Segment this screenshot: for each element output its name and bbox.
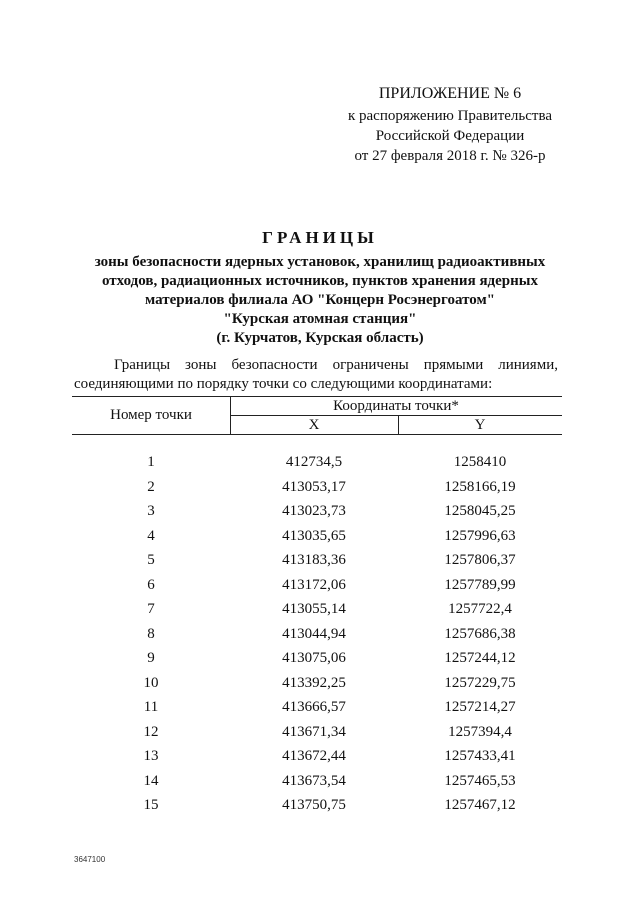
point-number: 14 (143, 772, 159, 789)
x-coordinate: 413075,06 (282, 650, 346, 666)
footer-document-code: 3647100 (74, 855, 106, 864)
appendix-reference (330, 84, 570, 166)
header-x: X (308, 417, 320, 433)
table-row (72, 695, 562, 720)
table-row (72, 499, 562, 524)
coordinates-table-header (72, 396, 562, 436)
point-number: 4 (147, 527, 155, 544)
subtitle-line-5: (г. Курчатов, Курская область) (216, 330, 424, 346)
x-coordinate: 413666,57 (282, 699, 346, 715)
intro-word: прямыми (423, 357, 484, 373)
point-number: 11 (143, 699, 159, 715)
x-coordinate: 413750,75 (282, 797, 346, 813)
table-row (72, 573, 562, 598)
intro-word: безопасности (231, 357, 318, 373)
y-coordinate: 1257722,4 (448, 601, 512, 617)
intro-word: линиями, (498, 357, 558, 373)
subtitle-line-4: "Курская атомная станция" (223, 311, 417, 327)
x-coordinate: 412734,5 (285, 454, 343, 470)
header-coordinates: Координаты точки* (333, 398, 459, 414)
table-row (72, 524, 562, 549)
y-coordinate: 1258410 (453, 454, 507, 470)
intro-word: зоны (185, 357, 217, 373)
x-coordinate: 413172,06 (282, 576, 346, 593)
intro-paragraph (74, 356, 558, 394)
intro-word: Границы (114, 357, 171, 373)
header-point-number: Номер точки (110, 407, 192, 423)
intro-word: ограничены (332, 357, 409, 373)
point-number: 7 (147, 601, 155, 617)
document-title: ГРАНИЦЫ (262, 228, 378, 247)
x-coordinate: 413035,65 (282, 527, 346, 544)
y-coordinate: 1257394,4 (448, 723, 512, 740)
table-row (72, 793, 562, 818)
y-coordinate: 1257214,27 (444, 699, 516, 715)
y-coordinate: 1257229,75 (444, 674, 516, 691)
y-coordinate: 1257789,99 (444, 576, 516, 593)
table-row (72, 769, 562, 794)
table-row (72, 450, 562, 475)
table-row (72, 548, 562, 573)
x-coordinate: 413672,44 (282, 748, 346, 764)
point-number: 13 (143, 748, 159, 764)
x-coordinate: 413044,94 (282, 625, 346, 642)
coordinates-table-body (72, 450, 562, 818)
table-row (72, 720, 562, 745)
point-number: 8 (147, 625, 155, 642)
y-coordinate: 1258045,25 (444, 503, 516, 519)
y-coordinate: 1257465,53 (444, 772, 516, 789)
x-coordinate: 413023,73 (282, 503, 346, 519)
table-row (72, 475, 562, 500)
point-number: 3 (147, 503, 155, 519)
table-row (72, 671, 562, 696)
point-number: 12 (143, 723, 159, 740)
subtitle-line-2: отходов, радиационных источников, пунктов хранения ядерных (101, 273, 538, 289)
table-row (72, 597, 562, 622)
point-number: 15 (143, 797, 159, 813)
appendix-line-1: к распоряжению Правительства (347, 108, 552, 124)
point-number: 2 (147, 478, 155, 495)
x-coordinate: 413055,14 (282, 601, 346, 617)
x-coordinate: 413671,34 (282, 723, 346, 740)
appendix-line-2: Российской Федерации (375, 128, 525, 144)
point-number: 9 (147, 650, 155, 666)
subtitle-line-3: материалов филиала АО "Концерн Росэнергоатом" (144, 292, 495, 308)
point-number: 10 (143, 674, 159, 691)
y-coordinate: 1257686,38 (444, 625, 516, 642)
y-coordinate: 1258166,19 (444, 478, 516, 495)
table-row (72, 744, 562, 769)
y-coordinate: 1257806,37 (444, 552, 516, 568)
x-coordinate: 413673,54 (282, 772, 346, 789)
point-number: 6 (147, 576, 155, 593)
y-coordinate: 1257467,12 (444, 797, 516, 813)
table-row (72, 622, 562, 647)
y-coordinate: 1257996,63 (444, 527, 516, 544)
x-coordinate: 413183,36 (282, 552, 346, 568)
y-coordinate: 1257244,12 (444, 650, 516, 666)
header-y: Y (474, 417, 486, 433)
appendix-line-3: от 27 февраля 2018 г. № 326-р (354, 148, 546, 164)
intro-line-1 (74, 356, 558, 375)
subtitle-line-1: зоны безопасности ядерных установок, хранилищ радиоактивных (94, 254, 546, 270)
y-coordinate: 1257433,41 (444, 748, 516, 764)
intro-line-2: соединяющими по порядку точки со следующими координатами: (74, 376, 493, 392)
x-coordinate: 413392,25 (282, 674, 346, 691)
table-row (72, 646, 562, 671)
point-number: 1 (147, 454, 155, 470)
point-number: 5 (147, 552, 155, 568)
appendix-heading: ПРИЛОЖЕНИЕ № 6 (378, 85, 522, 102)
x-coordinate: 413053,17 (282, 478, 346, 495)
document-subtitle (60, 253, 580, 348)
header-bottom-rule (72, 434, 562, 435)
